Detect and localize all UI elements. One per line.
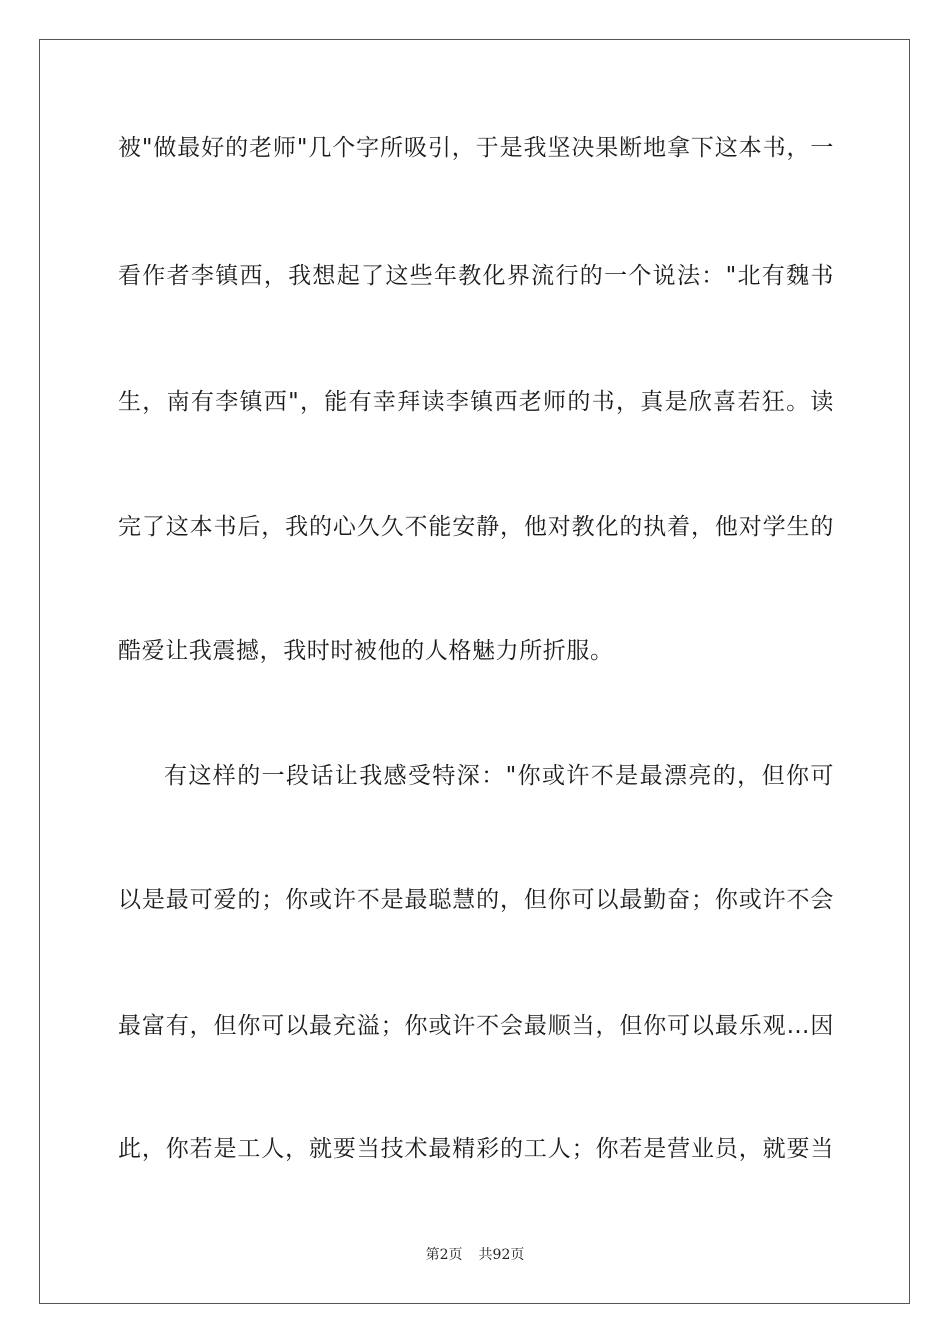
page-total: 共92页 (478, 1247, 525, 1263)
paragraph-line-5: 酷爱让我震撼，我时时被他的人格魅力所折服。 (118, 638, 614, 664)
paragraph-2-line-2: 以是最可爱的；你或许不是最聪慧的，但你可以最勤奋；你或许不会 (118, 887, 834, 913)
paragraph-2-line-3: 最富有，但你可以最充溢；你或许不会最顺当，但你可以最乐观…因 (118, 1013, 834, 1039)
paragraph-2-line-1: 有这样的一段话让我感受特深："你或许不是最漂亮的，但你可 (164, 763, 834, 789)
paragraph-line-4: 完了这本书后，我的心久久不能安静，他对教化的执着，他对学生的 (118, 514, 834, 540)
page-footer (0, 1246, 950, 1264)
paragraph-line-1: 被"做最好的老师"几个字所吸引，于是我坚决果断地拿下这本书，一 (118, 135, 834, 161)
paragraph-line-3: 生，南有李镇西"，能有幸拜读李镇西老师的书，真是欣喜若狂。读 (118, 389, 834, 415)
page-number: 第2页 (425, 1247, 463, 1263)
page-border (39, 39, 910, 1304)
paragraph-2-line-4: 此，你若是工人，就要当技术最精彩的工人；你若是营业员，就要当 (118, 1136, 834, 1162)
paragraph-line-2: 看作者李镇西，我想起了这些年教化界流行的一个说法："北有魏书 (118, 263, 834, 289)
